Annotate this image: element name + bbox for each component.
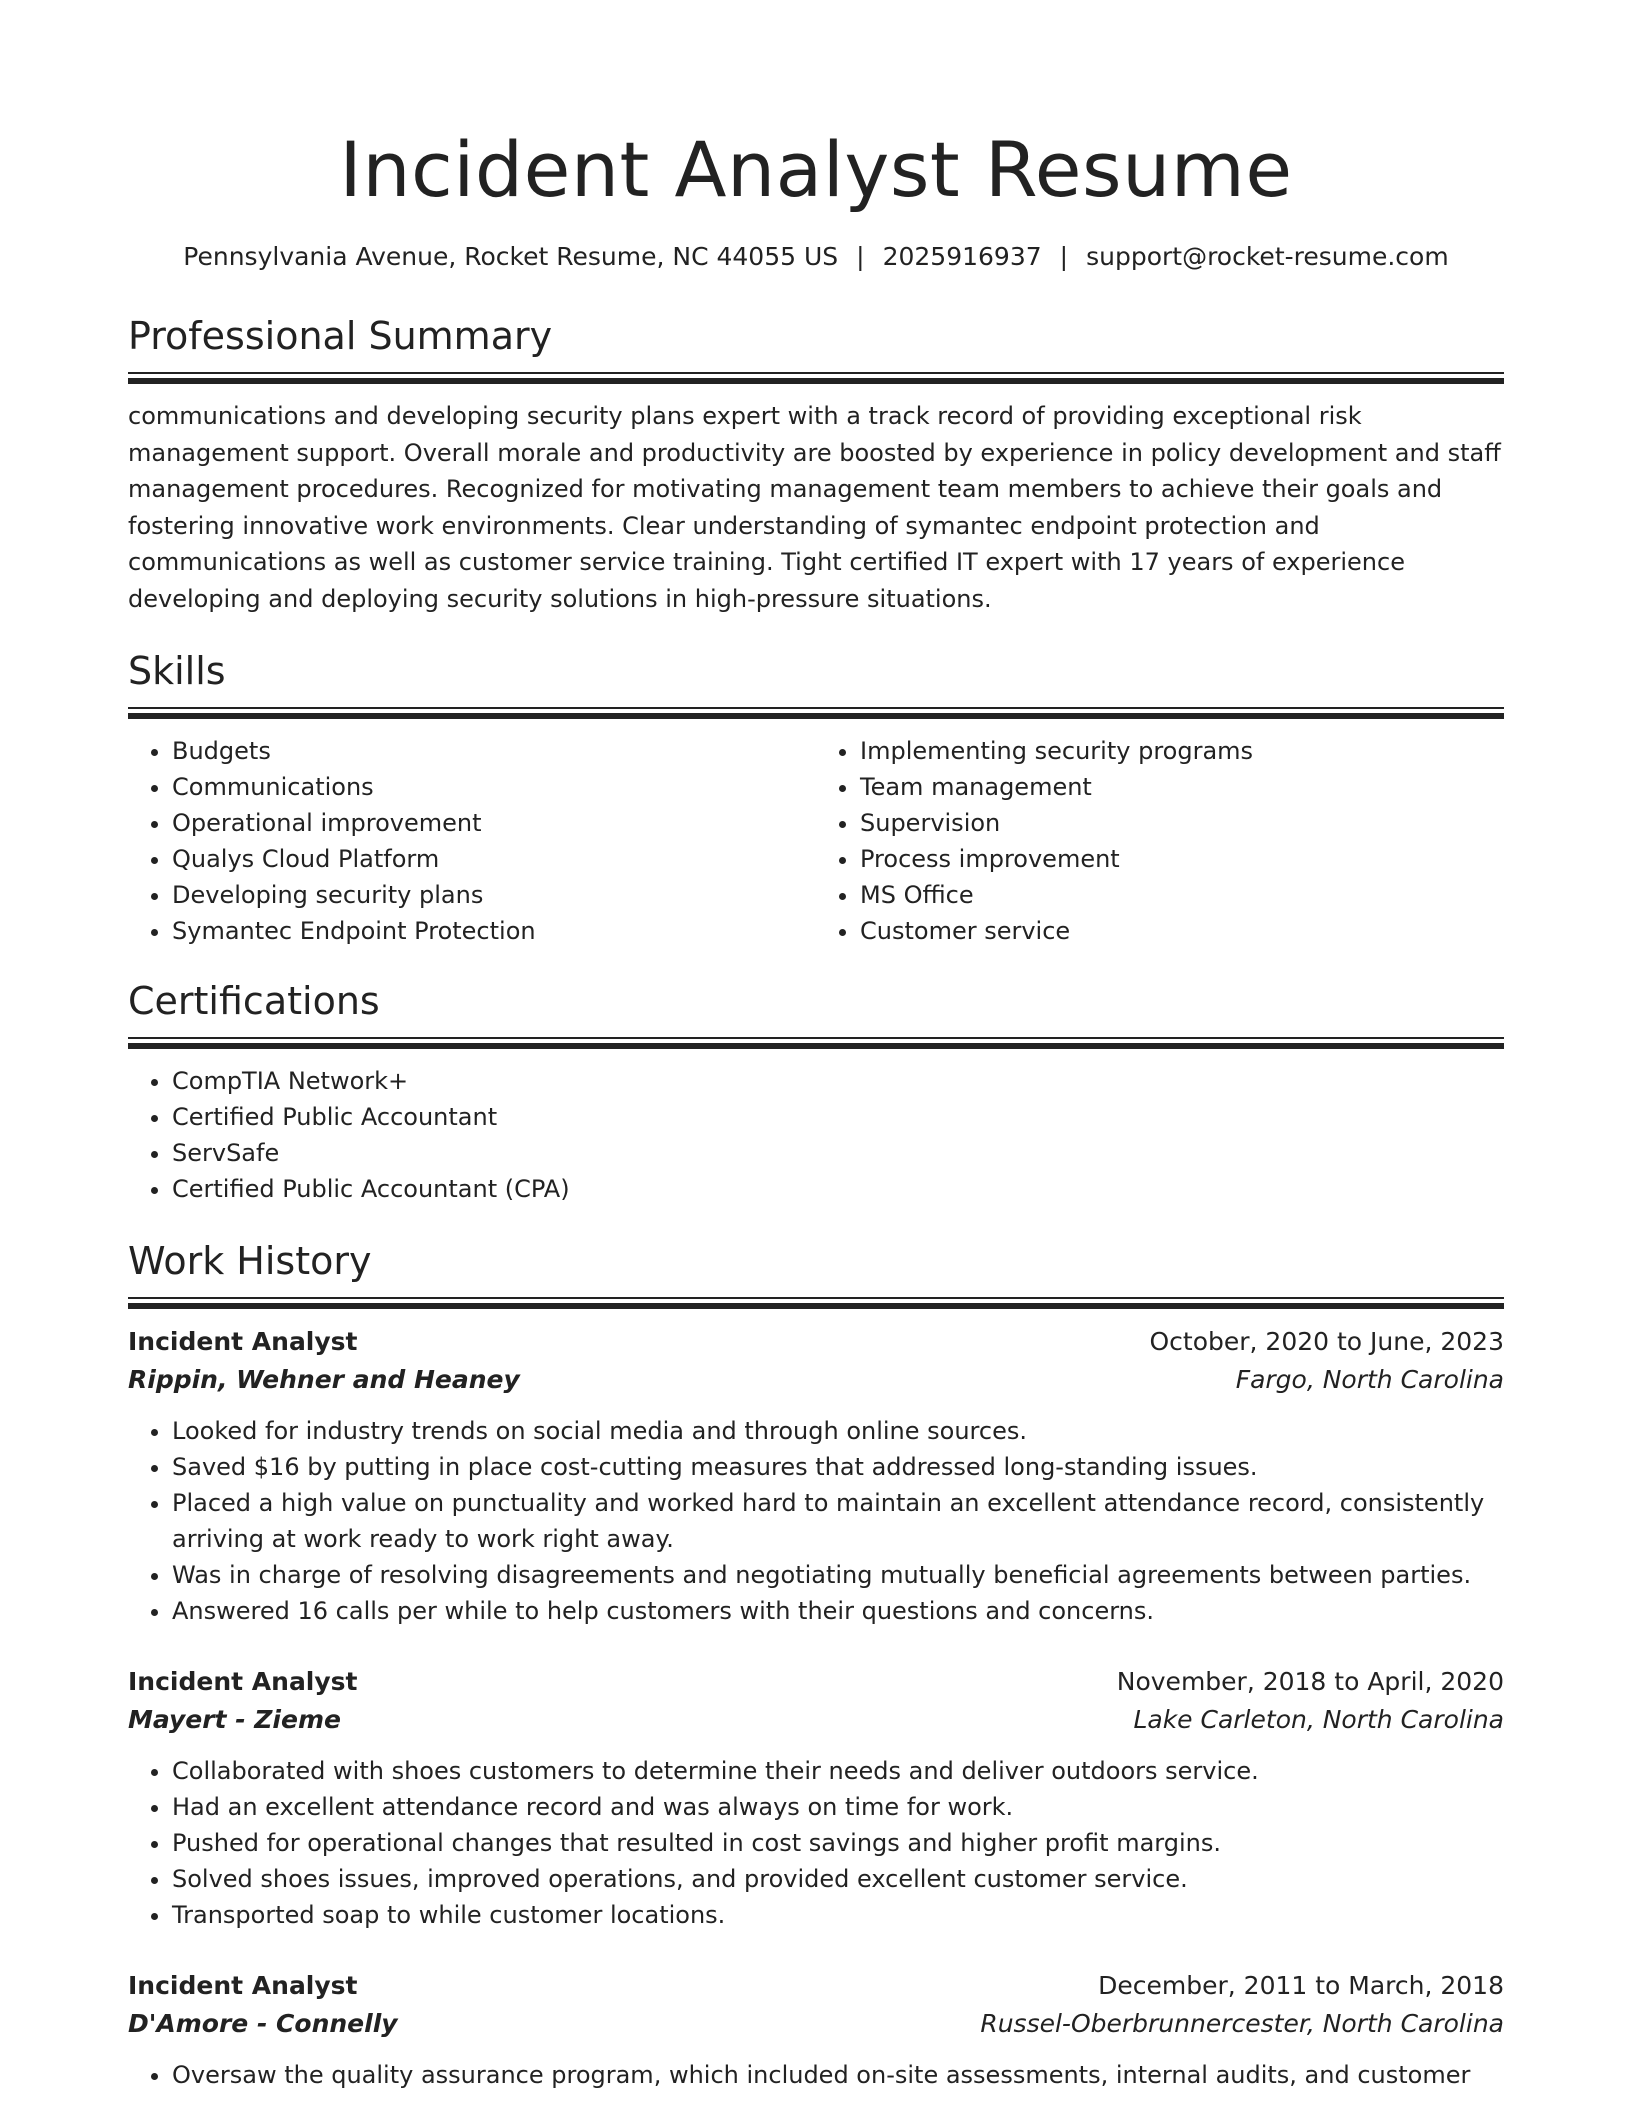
certification-item: • Certified Public Accountant (CPA) xyxy=(172,1171,1504,1207)
job-dates: November, 2018 to April, 2020 xyxy=(1116,1667,1504,1696)
job-dates: October, 2020 to June, 2023 xyxy=(1149,1327,1504,1356)
section-divider xyxy=(128,707,1504,717)
skill-item: • Supervision xyxy=(860,805,1504,841)
job-header xyxy=(128,1663,1504,1701)
contact-line xyxy=(128,240,1504,274)
job-title: Incident Analyst xyxy=(128,1667,358,1696)
job-bullet: • Looked for industry trends on social media and through online sources. xyxy=(172,1413,1504,1449)
work-history-section xyxy=(128,1237,1504,2093)
skill-item: • Team management xyxy=(860,769,1504,805)
resume-page xyxy=(128,0,1504,2093)
skill-item: • Implementing security programs xyxy=(860,733,1504,769)
skill-item: • Symantec Endpoint Protection xyxy=(172,913,816,949)
job-bullet: • Answered 16 calls per while to help customers with their questions and concerns. xyxy=(172,1593,1504,1629)
job-company: Rippin, Wehner and Heaney xyxy=(128,1365,520,1394)
contact-separator: | xyxy=(856,242,865,271)
certifications-list xyxy=(128,1063,1504,1207)
certifications-heading: Certifications xyxy=(128,979,380,1023)
job-entry xyxy=(128,1663,1504,1933)
skill-item: • Process improvement xyxy=(860,841,1504,877)
job-header xyxy=(128,1967,1504,2005)
section-divider xyxy=(128,372,1504,382)
job-location: Lake Carleton, North Carolina xyxy=(1133,1705,1504,1734)
skills-list-right xyxy=(816,733,1504,949)
job-bullets xyxy=(128,1753,1504,1933)
job-bullet: • Placed a high value on punctuality and worked hard to maintain an excellent attendance record, consistently arriving at work ready to work right away. xyxy=(172,1485,1504,1557)
page-title: Incident Analyst Resume xyxy=(339,125,1293,214)
skills-heading: Skills xyxy=(128,649,226,693)
summary-heading: Professional Summary xyxy=(128,314,553,358)
contact-phone: 2025916937 xyxy=(882,242,1042,271)
contact-email: support@rocket-resume.com xyxy=(1086,242,1449,271)
job-company: D'Amore - Connelly xyxy=(128,2009,398,2038)
summary-section xyxy=(128,312,1504,617)
skills-columns xyxy=(128,733,1504,949)
job-location: Fargo, North Carolina xyxy=(1235,1365,1504,1394)
job-entry xyxy=(128,1323,1504,1629)
job-bullet: • Transported soap to while customer locations. xyxy=(172,1897,1504,1933)
contact-address: Pennsylvania Avenue, Rocket Resume, NC 44055 US xyxy=(183,242,839,271)
job-bullet: • Pushed for operational changes that resulted in cost savings and higher profit margins. xyxy=(172,1825,1504,1861)
skill-item: • Communications xyxy=(172,769,816,805)
job-bullet: • Was in charge of resolving disagreements and negotiating mutually beneficial agreements between parties. xyxy=(172,1557,1504,1593)
work-history-heading: Work History xyxy=(128,1239,372,1283)
skill-item: • Customer service xyxy=(860,913,1504,949)
job-entry xyxy=(128,1967,1504,2093)
skill-item: • Budgets xyxy=(172,733,816,769)
certifications-section xyxy=(128,977,1504,1207)
skill-item: • Qualys Cloud Platform xyxy=(172,841,816,877)
contact-separator: | xyxy=(1059,242,1069,271)
job-location: Russel-Oberbrunnercester, North Carolina xyxy=(980,2009,1504,2038)
job-bullet: • Saved $16 by putting in place cost-cutting measures that addressed long-standing issues. xyxy=(172,1449,1504,1485)
job-bullet: • Had an excellent attendance record and was always on time for work. xyxy=(172,1789,1504,1825)
job-dates: December, 2011 to March, 2018 xyxy=(1098,1971,1504,2000)
job-header xyxy=(128,1323,1504,1361)
job-bullet: • Oversaw the quality assurance program, which included on-site assessments, internal audits, and customer xyxy=(172,2057,1504,2093)
job-title: Incident Analyst xyxy=(128,1971,358,2000)
summary-text: communications and developing security plans expert with a track record of providing exceptional risk management support. Overall morale and productivity are boosted by experience in policy development and staff management procedures. Recognized for motivating management team members to achieve their goals and fostering innovative work environments. Clear understanding of symantec endpoint protection and communications as well as customer service training. Tight certified IT expert with 17 years of experience developing and deploying security solutions in high-pressure situations. xyxy=(128,402,1501,613)
certification-item: • ServSafe xyxy=(172,1135,1504,1171)
skill-item: • Operational improvement xyxy=(172,805,816,841)
certification-item: • CompTIA Network+ xyxy=(172,1063,1504,1099)
skills-column-right xyxy=(816,733,1504,949)
job-subheader xyxy=(128,2005,1504,2043)
skills-section xyxy=(128,647,1504,949)
job-subheader xyxy=(128,1701,1504,1739)
section-divider xyxy=(128,1037,1504,1047)
skill-item: • MS Office xyxy=(860,877,1504,913)
skills-list-left xyxy=(128,733,816,949)
job-bullets xyxy=(128,1413,1504,1629)
job-bullet: • Collaborated with shoes customers to determine their needs and deliver outdoors service. xyxy=(172,1753,1504,1789)
skills-column-left xyxy=(128,733,816,949)
job-subheader xyxy=(128,1361,1504,1399)
skill-item: • Developing security plans xyxy=(172,877,816,913)
job-company: Mayert - Zieme xyxy=(128,1705,341,1734)
section-divider xyxy=(128,1297,1504,1307)
certification-item: • Certified Public Accountant xyxy=(172,1099,1504,1135)
job-bullets xyxy=(128,2057,1504,2093)
job-title: Incident Analyst xyxy=(128,1327,358,1356)
job-bullet: • Solved shoes issues, improved operations, and provided excellent customer service. xyxy=(172,1861,1504,1897)
